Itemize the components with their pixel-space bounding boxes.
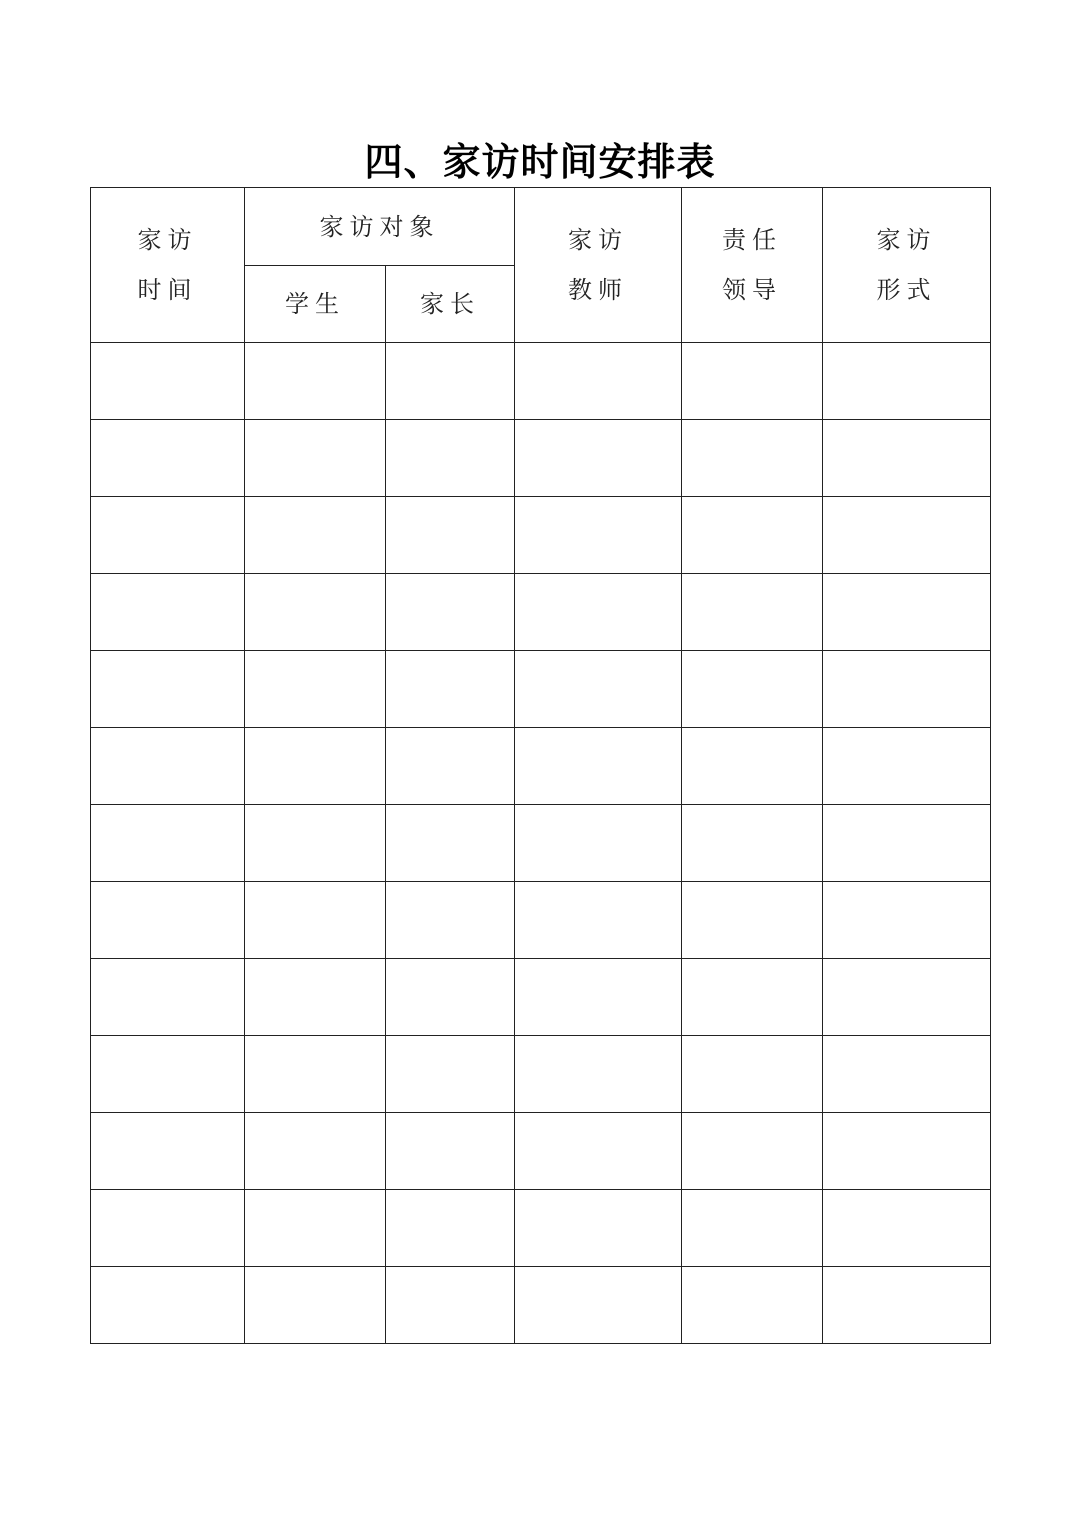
cell-visit-teacher[interactable] — [515, 420, 682, 497]
page-title: 四、家访时间安排表 — [364, 140, 716, 184]
cell-responsible-leader[interactable] — [682, 420, 823, 497]
header-visit-teacher — [515, 188, 682, 343]
cell-parent[interactable] — [386, 574, 515, 651]
cell-visit-time[interactable] — [91, 1267, 245, 1344]
table-row — [91, 728, 991, 805]
header-visit-teacher-line2: 教师 — [568, 276, 628, 304]
cell-student[interactable] — [245, 1267, 386, 1344]
cell-visit-time[interactable] — [91, 805, 245, 882]
cell-visit-time[interactable] — [91, 1113, 245, 1190]
cell-parent[interactable] — [386, 1190, 515, 1267]
cell-student[interactable] — [245, 497, 386, 574]
cell-visit-time[interactable] — [91, 574, 245, 651]
header-visit-target-label: 家访对象 — [319, 212, 440, 241]
table-row — [91, 651, 991, 728]
cell-responsible-leader[interactable] — [682, 728, 823, 805]
cell-visit-form[interactable] — [823, 420, 991, 497]
cell-visit-teacher[interactable] — [515, 882, 682, 959]
header-responsible-leader-line1: 责任 — [722, 226, 782, 254]
cell-visit-form[interactable] — [823, 805, 991, 882]
cell-visit-form[interactable] — [823, 1190, 991, 1267]
cell-responsible-leader[interactable] — [682, 574, 823, 651]
cell-visit-form[interactable] — [823, 1113, 991, 1190]
cell-visit-time[interactable] — [91, 1036, 245, 1113]
cell-student[interactable] — [245, 882, 386, 959]
cell-visit-teacher[interactable] — [515, 1036, 682, 1113]
table-row — [91, 1036, 991, 1113]
cell-parent[interactable] — [386, 1267, 515, 1344]
cell-visit-teacher[interactable] — [515, 1267, 682, 1344]
visit-schedule-table — [90, 187, 991, 1344]
header-student — [245, 266, 386, 343]
header-student-label: 学生 — [285, 290, 345, 318]
cell-student[interactable] — [245, 420, 386, 497]
header-visit-target — [245, 188, 515, 266]
cell-parent[interactable] — [386, 728, 515, 805]
cell-parent[interactable] — [386, 651, 515, 728]
cell-visit-teacher[interactable] — [515, 574, 682, 651]
cell-visit-form[interactable] — [823, 882, 991, 959]
cell-visit-teacher[interactable] — [515, 1190, 682, 1267]
cell-parent[interactable] — [386, 1113, 515, 1190]
cell-visit-time[interactable] — [91, 728, 245, 805]
cell-student[interactable] — [245, 574, 386, 651]
cell-responsible-leader[interactable] — [682, 651, 823, 728]
cell-visit-teacher[interactable] — [515, 651, 682, 728]
header-visit-time — [91, 188, 245, 343]
table-row — [91, 805, 991, 882]
table-body — [91, 343, 991, 1344]
cell-visit-form[interactable] — [823, 343, 991, 420]
header-visit-time-line1: 家访 — [137, 226, 198, 254]
cell-parent[interactable] — [386, 497, 515, 574]
cell-responsible-leader[interactable] — [682, 1036, 823, 1113]
cell-responsible-leader[interactable] — [682, 882, 823, 959]
cell-student[interactable] — [245, 1190, 386, 1267]
cell-responsible-leader[interactable] — [682, 805, 823, 882]
header-visit-form-line2: 形式 — [876, 276, 937, 304]
header-visit-time-line2: 时间 — [137, 276, 198, 304]
cell-parent[interactable] — [386, 420, 515, 497]
header-visit-form-line1: 家访 — [876, 226, 937, 254]
cell-visit-time[interactable] — [91, 497, 245, 574]
cell-student[interactable] — [245, 1036, 386, 1113]
cell-visit-teacher[interactable] — [515, 728, 682, 805]
cell-visit-teacher[interactable] — [515, 1113, 682, 1190]
cell-visit-teacher[interactable] — [515, 959, 682, 1036]
header-responsible-leader — [682, 188, 823, 343]
cell-visit-time[interactable] — [91, 959, 245, 1036]
table-row — [91, 882, 991, 959]
cell-visit-form[interactable] — [823, 959, 991, 1036]
table-row — [91, 420, 991, 497]
cell-parent[interactable] — [386, 343, 515, 420]
table-row — [91, 1267, 991, 1344]
cell-visit-form[interactable] — [823, 651, 991, 728]
cell-visit-time[interactable] — [91, 882, 245, 959]
cell-student[interactable] — [245, 805, 386, 882]
cell-responsible-leader[interactable] — [682, 1190, 823, 1267]
cell-visit-form[interactable] — [823, 1267, 991, 1344]
table-row — [91, 497, 991, 574]
cell-visit-form[interactable] — [823, 1036, 991, 1113]
table-row — [91, 1113, 991, 1190]
table-row — [91, 574, 991, 651]
header-parent — [386, 266, 515, 343]
cell-visit-time[interactable] — [91, 651, 245, 728]
cell-visit-form[interactable] — [823, 497, 991, 574]
cell-responsible-leader[interactable] — [682, 1267, 823, 1344]
cell-parent[interactable] — [386, 805, 515, 882]
cell-student[interactable] — [245, 651, 386, 728]
cell-responsible-leader[interactable] — [682, 1113, 823, 1190]
header-visit-teacher-line1: 家访 — [568, 226, 628, 254]
cell-student[interactable] — [245, 728, 386, 805]
header-row — [91, 188, 991, 266]
cell-visit-time[interactable] — [91, 343, 245, 420]
cell-visit-time[interactable] — [91, 1190, 245, 1267]
cell-visit-form[interactable] — [823, 728, 991, 805]
header-visit-form — [823, 188, 991, 343]
cell-responsible-leader[interactable] — [682, 343, 823, 420]
cell-visit-form[interactable] — [823, 574, 991, 651]
cell-responsible-leader[interactable] — [682, 959, 823, 1036]
cell-parent[interactable] — [386, 1036, 515, 1113]
table-row — [91, 1190, 991, 1267]
cell-student[interactable] — [245, 1113, 386, 1190]
cell-visit-time[interactable] — [91, 420, 245, 497]
cell-parent[interactable] — [386, 882, 515, 959]
cell-visit-teacher[interactable] — [515, 497, 682, 574]
header-parent-label: 家长 — [420, 290, 480, 318]
cell-student[interactable] — [245, 343, 386, 420]
table-row — [91, 959, 991, 1036]
cell-visit-teacher[interactable] — [515, 343, 682, 420]
cell-responsible-leader[interactable] — [682, 497, 823, 574]
table-row — [91, 343, 991, 420]
cell-parent[interactable] — [386, 959, 515, 1036]
cell-visit-teacher[interactable] — [515, 805, 682, 882]
cell-student[interactable] — [245, 959, 386, 1036]
header-responsible-leader-line2: 领导 — [722, 276, 782, 304]
